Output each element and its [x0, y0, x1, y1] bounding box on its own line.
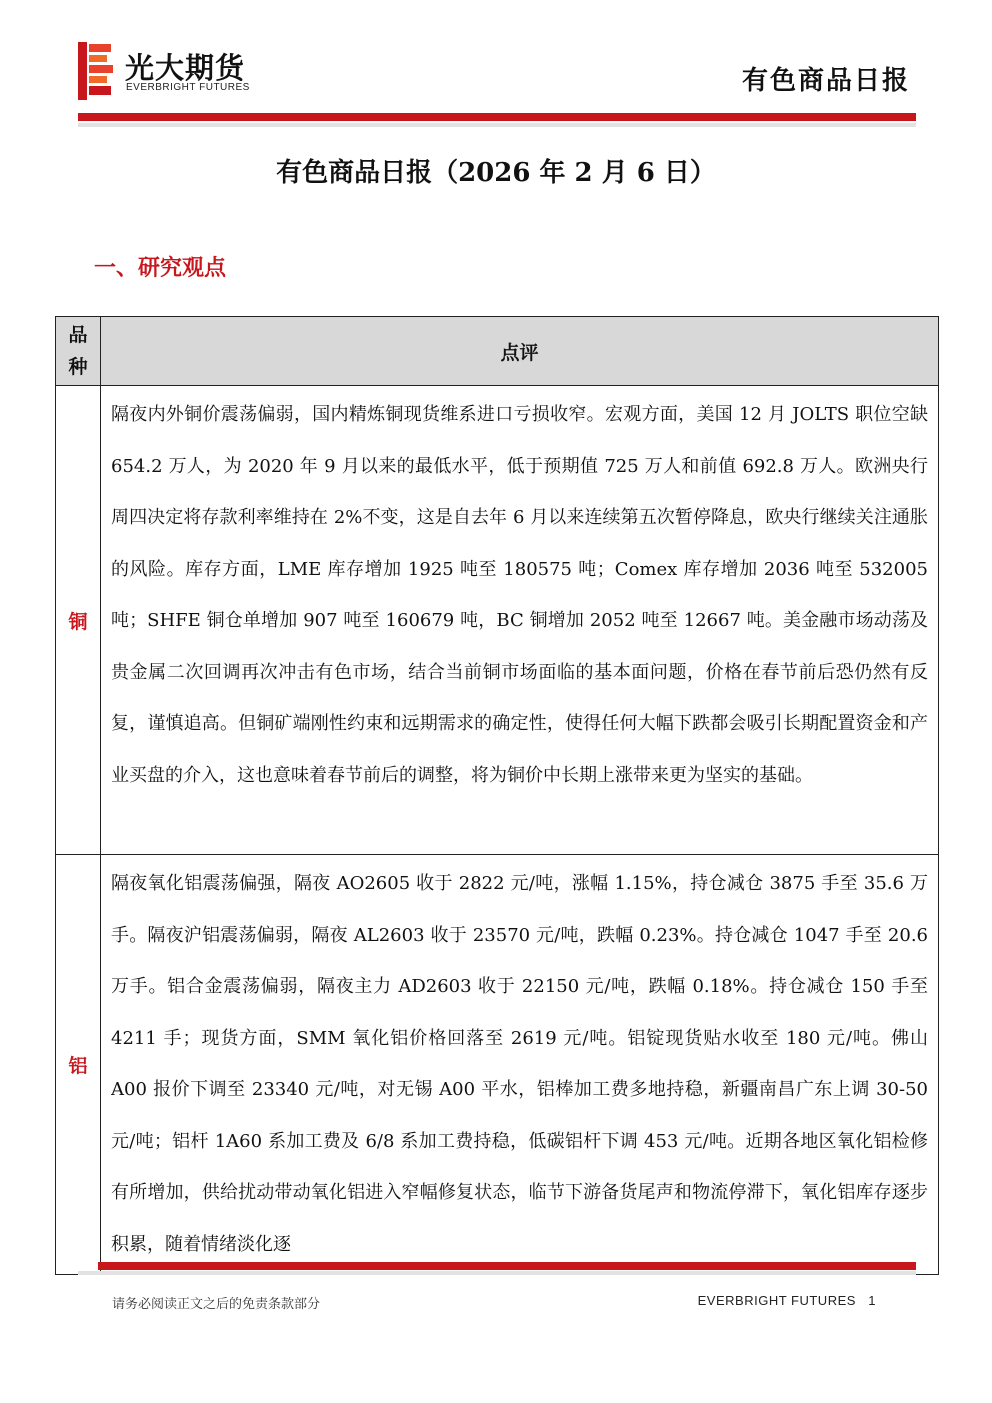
header-category-label: 品种	[68, 324, 88, 378]
page-number: 1	[868, 1293, 876, 1308]
comment-copper	[101, 386, 939, 855]
category-aluminum: 铝	[56, 855, 101, 1275]
comment-copper-text: 隔夜内外铜价震荡偏弱，国内精炼铜现货维系进口亏损收窄。宏观方面，美国 12 月 JOLTS 职位空缺 654.2 万人，为 2020 年 9 月以来的最低水平，低于预期值 725 万人和前值 692.8 万人。欧洲央行周四决定将存款利率维持在 2%不变，这是自去年 6 月以来连续第五次暂停降息，欧央行继续关注通胀的风险。库存方面，LME 库存增加 1925 吨至 180575 吨；Comex 库存增加 2036 吨至 532005 吨；SHFE 铜仓单增加 907 吨至 160679 吨，BC 铜增加 2052 吨至 12667 吨。美金融市场动荡及贵金属二次回调再次冲击有色市场，结合当前铜市场面临的基本面问题，价格在春节前后恐仍然有反复，谨慎追高。但铜矿端刚性约束和远期需求的确定性，使得任何大幅下跌都会吸引长期配置资金和产业买盘的介入，这也意味着春节前后的调整，将为铜价中长期上涨带来更为坚实的基础。	[111, 404, 928, 786]
header-comment: 点评	[101, 317, 939, 386]
footer-divider-shadow	[78, 1271, 916, 1275]
comment-aluminum-clip	[111, 855, 928, 1265]
footer-company: EVERBRIGHT FUTURES	[697, 1293, 856, 1308]
section-heading: 一、研究观点	[94, 255, 227, 281]
header-divider	[78, 113, 916, 121]
everbright-logo-icon	[78, 42, 114, 100]
report-name: 有色商品日报	[741, 66, 910, 96]
company-logo	[78, 42, 298, 102]
comment-aluminum	[101, 855, 939, 1275]
table-row	[56, 386, 939, 855]
header-category	[56, 317, 101, 386]
category-copper: 铜	[56, 386, 101, 855]
table-row	[56, 855, 939, 1275]
research-table	[55, 316, 939, 1275]
document-title: 有色商品日报（2026 年 2 月 6 日）	[276, 158, 716, 188]
header-divider-shadow	[78, 123, 916, 127]
comment-aluminum-text: 隔夜氧化铝震荡偏强，隔夜 AO2605 收于 2822 元/吨，涨幅 1.15%，持仓减仓 3875 手至 35.6 万手。隔夜沪铝震荡偏弱，隔夜 AL2603 收于 23570 元/吨，跌幅 0.23%。持仓减仓 1047 手至 20.6 万手。铝合金震荡偏弱，隔夜主力 AD2603 收于 22150 元/吨，跌幅 0.18%。持仓减仓 150 手至 4211 手；现货方面，SMM 氧化铝价格回落至 2619 元/吨。铝锭现货贴水收至 180 元/吨。佛山 A00 报价下调至 23340 元/吨，对无锡 A00 平水，铝棒加工费多地持稳，新疆南昌广东上调 30-50 元/吨；铝杆 1A60 系加工费及 6/8 系加工费持稳，低碳铝杆下调 453 元/吨。近期各地区氧化铝检修有所增加，供给扰动带动氧化铝进入窄幅修复状态，临节下游备货尾声和物流停滞下，氧化铝库存逐步积累，随着情绪淡化逐	[111, 873, 928, 1255]
footer-company-page	[698, 1293, 876, 1308]
footer-disclaimer: 请务必阅读正文之后的免责条款部分	[112, 1297, 321, 1312]
logo-english-name: EVERBRIGHT FUTURES	[126, 82, 250, 93]
logo-chinese-name: 光大期货	[125, 51, 246, 85]
table-header-row	[56, 317, 939, 386]
footer-divider	[98, 1262, 916, 1270]
